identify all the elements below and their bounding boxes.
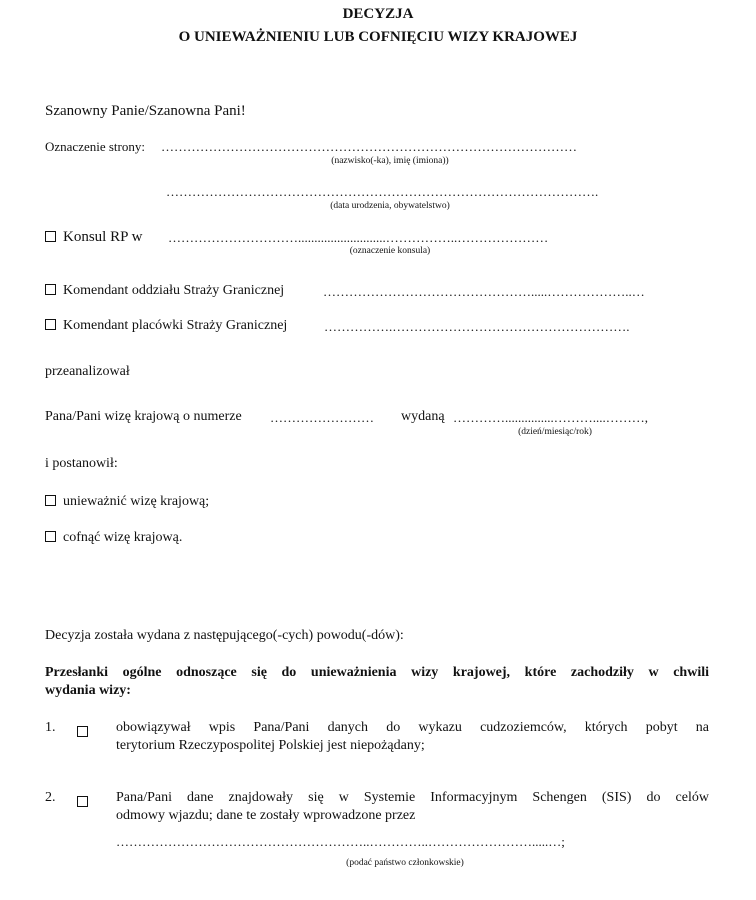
border-post-field[interactable]: …………….………………………………………………. bbox=[324, 319, 630, 334]
party-label: Oznaczenie strony: bbox=[45, 139, 145, 154]
consul-caption: (oznaczenie konsula) bbox=[349, 246, 431, 256]
annul-option bbox=[45, 494, 209, 510]
revoke-option bbox=[45, 530, 182, 546]
party-name-caption: (nazwisko(-ka), imię (imiona)) bbox=[331, 156, 449, 166]
border-post-label: Komendant placówki Straży Granicznej bbox=[63, 318, 288, 333]
revoke-label: cofnąć wizę krajową. bbox=[63, 530, 183, 545]
decided-text: i postanowił: bbox=[45, 456, 118, 471]
annul-label: unieważnić wizę krajową; bbox=[63, 494, 210, 509]
item-2-checkbox[interactable] bbox=[77, 796, 88, 807]
member-state-field[interactable]: …………………………………………………..…………..…………………….....…; bbox=[116, 834, 565, 849]
border-unit-checkbox[interactable] bbox=[45, 284, 56, 295]
border-unit-option bbox=[45, 283, 284, 299]
party-birth-field[interactable]: ………………………………………………………………………………………. bbox=[166, 184, 599, 199]
issue-date-field[interactable]: …………...............………....………, bbox=[453, 410, 648, 425]
border-post-checkbox[interactable] bbox=[45, 319, 56, 330]
form-subtitle: O UNIEWAŻNIENIU LUB COFNIĘCIU WIZY KRAJOWEJ bbox=[178, 29, 578, 45]
reasons-intro: Decyzja została wydana z następującego(-cych) powodu(-dów): bbox=[45, 628, 404, 643]
party-birth-caption: (data urodzenia, obywatelstwo) bbox=[330, 201, 450, 211]
greeting: Szanowny Panie/Szanowna Pani! bbox=[45, 103, 246, 119]
item-2-text: Pana/Pani dane znajdowały się w Systemie Informacyjnym Schengen (SIS) do celów bbox=[116, 790, 709, 805]
member-state-caption: (podać państwo członkowskie) bbox=[346, 858, 464, 868]
item-2-number: 2. bbox=[45, 790, 56, 805]
item-1-text: obowiązywał wpis Pana/Pani danych do wykazu cudzoziemców, których pobyt na bbox=[116, 720, 709, 735]
consul-checkbox[interactable] bbox=[45, 231, 56, 242]
section-heading: Przesłanki ogólne odnoszące się do unieważnienia wizy krajowej, które zachodziły w chwili bbox=[45, 665, 709, 680]
annul-checkbox[interactable] bbox=[45, 495, 56, 506]
visa-number-field[interactable]: …………………… bbox=[270, 410, 374, 425]
issued-label: wydaną bbox=[401, 409, 445, 424]
section-heading-cont: wydania wizy: bbox=[45, 683, 131, 698]
item-1-text-cont: terytorium Rzeczypospolitej Polskiej jest niepożądany; bbox=[116, 738, 425, 753]
consul-label: Konsul RP w bbox=[63, 229, 143, 245]
border-unit-label: Komendant oddziału Straży Granicznej bbox=[63, 283, 285, 298]
issue-date-caption: (dzień/miesiąc/rok) bbox=[518, 427, 592, 437]
form-title: DECYZJA bbox=[342, 6, 414, 22]
item-1-number: 1. bbox=[45, 720, 56, 735]
item-1-checkbox[interactable] bbox=[77, 726, 88, 737]
item-2-checkbox-wrap bbox=[77, 793, 95, 811]
border-unit-field[interactable]: ………………………………………….....………………..… bbox=[323, 284, 645, 299]
item-2-text-cont: odmowy wjazdu; dane te zostały wprowadzone przez bbox=[116, 808, 416, 823]
consul-option bbox=[45, 229, 142, 246]
visa-number-label: Pana/Pani wizę krajową o numerze bbox=[45, 409, 242, 424]
border-post-option bbox=[45, 318, 287, 334]
party-name-field[interactable]: …………………………………………………………………………………… bbox=[161, 139, 577, 154]
consul-field[interactable]: …………………………...........................……………..………………… bbox=[168, 230, 549, 245]
revoke-checkbox[interactable] bbox=[45, 531, 56, 542]
analyzed-text: przeanalizował bbox=[45, 364, 130, 379]
item-1-checkbox-wrap bbox=[77, 723, 95, 741]
